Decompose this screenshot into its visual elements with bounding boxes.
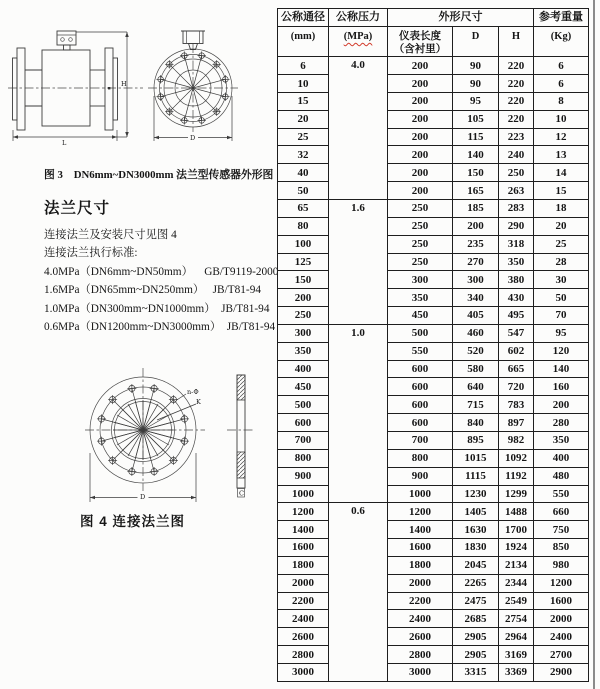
table-cell: 520	[453, 342, 499, 360]
table-cell: 2754	[499, 610, 534, 628]
column-header-h: H	[499, 27, 534, 57]
table-cell: 1200	[388, 503, 453, 521]
table-row	[278, 449, 589, 467]
table-cell: 100	[278, 235, 329, 253]
column-header-dn: 公称通径	[278, 9, 329, 27]
table-cell: 2905	[453, 646, 499, 664]
table-row	[278, 360, 589, 378]
table-cell: 3169	[499, 646, 534, 664]
table-cell: 660	[534, 503, 589, 521]
table-cell: 600	[388, 414, 453, 432]
table-cell: 380	[499, 271, 534, 289]
table-cell: 200	[388, 92, 453, 110]
table-cell: 600	[388, 360, 453, 378]
table-cell: 783	[499, 396, 534, 414]
table-cell: 430	[499, 289, 534, 307]
table-cell: 14	[534, 164, 589, 182]
table-cell: 1400	[388, 521, 453, 539]
table-cell: 1.6	[329, 200, 388, 325]
table-cell: 15	[534, 182, 589, 200]
table-cell: 6	[278, 57, 329, 75]
table-cell: 405	[453, 307, 499, 325]
table-row	[278, 431, 589, 449]
table-cell: 800	[278, 449, 329, 467]
table-cell: 12	[534, 128, 589, 146]
table-cell: 200	[278, 289, 329, 307]
flange-text-line: 连接法兰及安装尺寸见图 4	[44, 229, 177, 241]
table-cell: 220	[499, 92, 534, 110]
table-cell: 1830	[453, 539, 499, 557]
table-cell: 283	[499, 200, 534, 218]
table-cell: 3000	[278, 663, 329, 681]
table-cell: 1200	[278, 503, 329, 521]
table-cell: 250	[388, 200, 453, 218]
unit-mm: (mm)	[278, 27, 329, 57]
table-cell: 3315	[453, 663, 499, 681]
table-cell: 200	[453, 217, 499, 235]
table-row	[278, 307, 589, 325]
dim-label-h: H	[121, 80, 127, 88]
table-cell: 25	[534, 235, 589, 253]
flange-front-view	[85, 368, 205, 502]
table-row	[278, 628, 589, 646]
table-cell: 500	[388, 324, 453, 342]
figure3-caption: 图 3 DN6mm~DN3000mm 法兰型传感器外形图	[44, 169, 274, 181]
table-cell: 1800	[388, 556, 453, 574]
flange-standard-line: 1.0MPa（DN300mm~DN1000mm） JB/T81-94	[44, 302, 270, 315]
table-cell: 1230	[453, 485, 499, 503]
table-row	[278, 521, 589, 539]
table-row	[278, 235, 589, 253]
table-cell: 2800	[388, 646, 453, 664]
table-cell: 105	[453, 110, 499, 128]
flange-standard-line: 0.6MPa（DN1200mm~DN3000mm） JB/T81-94	[44, 321, 276, 334]
table-cell: 318	[499, 235, 534, 253]
table-cell: 6	[534, 57, 589, 75]
table-cell: 600	[388, 378, 453, 396]
table-cell: 300	[388, 271, 453, 289]
table-cell: 125	[278, 253, 329, 271]
table-cell: 30	[534, 271, 589, 289]
table-cell: 1924	[499, 539, 534, 557]
table-cell: 235	[453, 235, 499, 253]
table-cell: 600	[278, 414, 329, 432]
table-cell: 90	[453, 57, 499, 75]
header-row-units	[278, 27, 589, 57]
table-cell: 1630	[453, 521, 499, 539]
table-cell: 900	[388, 467, 453, 485]
table-cell: 840	[453, 414, 499, 432]
table-cell: 200	[388, 164, 453, 182]
table-cell: 18	[534, 200, 589, 218]
table-cell: 8	[534, 92, 589, 110]
column-header-d: D	[453, 27, 499, 57]
table-row	[278, 217, 589, 235]
table-cell: 270	[453, 253, 499, 271]
unit-mpa: (MPa)	[329, 27, 388, 57]
table-cell: 665	[499, 360, 534, 378]
table-cell: 200	[388, 128, 453, 146]
table-cell: 90	[453, 75, 499, 93]
table-cell: 250	[499, 164, 534, 182]
bolt-circle-label: K	[196, 398, 201, 406]
table-cell: 50	[534, 289, 589, 307]
table-cell: 160	[534, 378, 589, 396]
table-cell: 28	[534, 253, 589, 271]
table-cell: 6	[534, 75, 589, 93]
table-cell: 2905	[453, 628, 499, 646]
table-row	[278, 646, 589, 664]
figure3-drawing	[0, 0, 270, 158]
table-cell: 850	[534, 539, 589, 557]
table-row	[278, 414, 589, 432]
table-cell: 2549	[499, 592, 534, 610]
dim-label-d-front: D	[190, 134, 196, 142]
table-cell: 2134	[499, 556, 534, 574]
table-cell: 2400	[388, 610, 453, 628]
table-cell: 200	[388, 110, 453, 128]
table-cell: 290	[499, 217, 534, 235]
table-cell: 300	[453, 271, 499, 289]
table-cell: 1192	[499, 467, 534, 485]
table-cell: 2700	[534, 646, 589, 664]
table-cell: 350	[534, 431, 589, 449]
table-cell: 223	[499, 128, 534, 146]
table-cell: 200	[388, 57, 453, 75]
table-cell: 350	[388, 289, 453, 307]
table-row	[278, 110, 589, 128]
table-cell: 4.0	[329, 57, 388, 200]
table-cell: 547	[499, 324, 534, 342]
table-cell: 165	[453, 182, 499, 200]
table-cell: 95	[453, 92, 499, 110]
table-cell: 140	[453, 146, 499, 164]
table-cell: 1800	[278, 556, 329, 574]
table-cell: 550	[534, 485, 589, 503]
table-cell: 200	[388, 75, 453, 93]
figure4-caption: 图 4 连接法兰图	[80, 514, 186, 529]
table-cell: 120	[534, 342, 589, 360]
table-cell: 602	[499, 342, 534, 360]
table-cell: 250	[278, 307, 329, 325]
table-cell: 2344	[499, 574, 534, 592]
column-header-dimensions: 外形尺寸	[388, 9, 534, 27]
table-row	[278, 128, 589, 146]
table-cell: 982	[499, 431, 534, 449]
converter-box-side	[57, 31, 76, 50]
table-row	[278, 396, 589, 414]
table-cell: 2000	[278, 574, 329, 592]
table-cell: 1488	[499, 503, 534, 521]
table-cell: 1200	[534, 574, 589, 592]
table-row	[278, 539, 589, 557]
table-cell: 3369	[499, 663, 534, 681]
table-cell: 70	[534, 307, 589, 325]
unit-kg: (Kg)	[534, 27, 589, 57]
table-row	[278, 289, 589, 307]
table-row	[278, 503, 589, 521]
table-row	[278, 574, 589, 592]
table-cell: 715	[453, 396, 499, 414]
table-cell: 895	[453, 431, 499, 449]
table-cell: 900	[278, 467, 329, 485]
table-cell: 400	[534, 449, 589, 467]
table-cell: 1000	[388, 485, 453, 503]
table-cell: 150	[453, 164, 499, 182]
flowmeter-side-view	[8, 31, 143, 147]
flange-standard-line: 1.6MPa（DN65mm~DN250mm） JB/T81-94	[44, 284, 261, 297]
table-cell: 95	[534, 324, 589, 342]
table-cell: 2200	[388, 592, 453, 610]
table-cell: 25	[278, 128, 329, 146]
table-cell: 2600	[388, 628, 453, 646]
table-cell: 140	[534, 360, 589, 378]
table-cell: 2200	[278, 592, 329, 610]
table-cell: 340	[453, 289, 499, 307]
table-cell: 495	[499, 307, 534, 325]
table-cell: 2400	[534, 628, 589, 646]
table-cell: 600	[388, 396, 453, 414]
table-cell: 2964	[499, 628, 534, 646]
table-cell: 50	[278, 182, 329, 200]
table-cell: 65	[278, 200, 329, 218]
table-cell: 350	[278, 342, 329, 360]
table-cell: 0.6	[329, 503, 388, 682]
table-cell: 2400	[278, 610, 329, 628]
flange-section	[44, 196, 279, 336]
table-cell: 1299	[499, 485, 534, 503]
dim-label-l: L	[62, 139, 67, 147]
table-cell: 720	[499, 378, 534, 396]
table-cell: 15	[278, 92, 329, 110]
table-cell: 3000	[388, 663, 453, 681]
table-cell: 13	[534, 146, 589, 164]
table-row	[278, 164, 589, 182]
table-cell: 800	[388, 449, 453, 467]
table-cell: 2600	[278, 628, 329, 646]
flange-table-rows	[278, 57, 589, 682]
figure4-drawing	[0, 353, 270, 511]
flange-text-line: 连接法兰执行标准:	[44, 247, 138, 260]
table-cell: 460	[453, 324, 499, 342]
table-cell: 185	[453, 200, 499, 218]
table-cell: 550	[388, 342, 453, 360]
table-cell: 980	[534, 556, 589, 574]
table-cell: 2265	[453, 574, 499, 592]
table-cell: 10	[278, 75, 329, 93]
table-row	[278, 485, 589, 503]
table-cell: 1400	[278, 521, 329, 539]
dim-label-d: D	[140, 493, 146, 501]
table-cell: 750	[534, 521, 589, 539]
table-row	[278, 271, 589, 289]
table-cell: 580	[453, 360, 499, 378]
table-cell: 640	[453, 378, 499, 396]
table-row	[278, 253, 589, 271]
page-edge-line	[593, 0, 595, 689]
table-cell: 1405	[453, 503, 499, 521]
table-cell: 1.0	[329, 324, 388, 502]
table-cell: 897	[499, 414, 534, 432]
table-cell: 700	[278, 431, 329, 449]
table-cell: 2475	[453, 592, 499, 610]
table-cell: 150	[278, 271, 329, 289]
table-cell: 450	[278, 378, 329, 396]
flowmeter-front-view	[148, 31, 238, 142]
table-row	[278, 75, 589, 93]
table-row	[278, 200, 589, 218]
table-cell: 280	[534, 414, 589, 432]
table-cell: 450	[388, 307, 453, 325]
table-cell: 1115	[453, 467, 499, 485]
table-row	[278, 592, 589, 610]
column-header-pressure: 公称压力	[329, 9, 388, 27]
header-row-titles	[278, 9, 589, 27]
table-cell: 263	[499, 182, 534, 200]
table-cell: 200	[388, 146, 453, 164]
table-row	[278, 57, 589, 75]
table-cell: 40	[278, 164, 329, 182]
table-cell: 2685	[453, 610, 499, 628]
table-cell: 250	[388, 217, 453, 235]
table-row	[278, 610, 589, 628]
table-cell: 350	[499, 253, 534, 271]
table-cell: 240	[499, 146, 534, 164]
table-cell: 2045	[453, 556, 499, 574]
table-cell: 400	[278, 360, 329, 378]
table-cell: 20	[278, 110, 329, 128]
table-cell: 1600	[534, 592, 589, 610]
table-row	[278, 92, 589, 110]
table-cell: 250	[388, 253, 453, 271]
table-cell: 1700	[499, 521, 534, 539]
table-cell: 10	[534, 110, 589, 128]
table-row	[278, 556, 589, 574]
table-cell: 300	[278, 324, 329, 342]
table-cell: 2800	[278, 646, 329, 664]
dim-label-c: C	[239, 489, 244, 498]
table-cell: 200	[388, 182, 453, 200]
column-header-weight: 参考重量	[534, 9, 589, 27]
column-header-length: 仪表长度 （含衬里）	[388, 27, 453, 57]
table-cell: 220	[499, 110, 534, 128]
table-cell: 1600	[388, 539, 453, 557]
table-cell: 220	[499, 75, 534, 93]
table-cell: 220	[499, 57, 534, 75]
table-row	[278, 182, 589, 200]
table-cell: 1000	[278, 485, 329, 503]
table-row	[278, 342, 589, 360]
table-cell: 32	[278, 146, 329, 164]
table-row	[278, 146, 589, 164]
flange-standard-line: 4.0MPa（DN6mm~DN50mm） GB/T9119-2000	[44, 265, 279, 278]
table-cell: 115	[453, 128, 499, 146]
table-cell: 250	[388, 235, 453, 253]
table-row	[278, 378, 589, 396]
table-cell: 500	[278, 396, 329, 414]
table-cell: 2900	[534, 663, 589, 681]
flange-section-heading: 法兰尺寸	[44, 200, 111, 217]
table-cell: 480	[534, 467, 589, 485]
table-cell: 200	[534, 396, 589, 414]
table-cell: 700	[388, 431, 453, 449]
flange-section-view	[227, 375, 255, 498]
table-cell: 1015	[453, 449, 499, 467]
dimension-table	[277, 8, 589, 682]
bolt-count-label: n-Φ	[187, 388, 199, 396]
table-cell: 1600	[278, 539, 329, 557]
table-row	[278, 467, 589, 485]
table-cell: 1092	[499, 449, 534, 467]
table-cell: 80	[278, 217, 329, 235]
table-row	[278, 324, 589, 342]
table-cell: 20	[534, 217, 589, 235]
table-row	[278, 663, 589, 681]
table-cell: 2000	[388, 574, 453, 592]
table-cell: 2000	[534, 610, 589, 628]
